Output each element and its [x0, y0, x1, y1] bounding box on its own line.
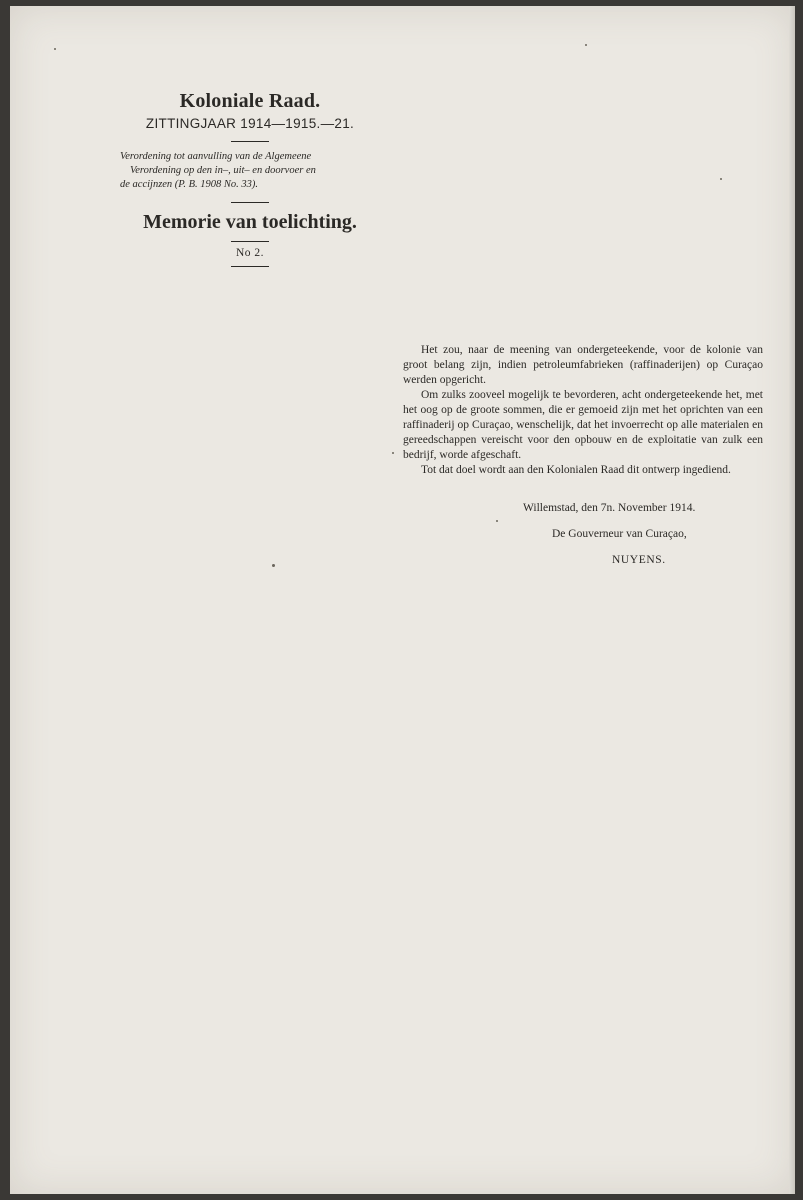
- subject-line: Verordening tot aanvulling van de Algemeene: [120, 151, 312, 162]
- subject-line: Verordening op den in–, uit– en doorvoer en: [130, 165, 316, 176]
- body-paragraph: Om zulks zooveel mogelijk te bevorderen, acht ondergeteekende het, met het oog op de groote sommen, die er gemoeid zijn met het oprichten van een raffinaderij op Curaçao, wenschelijk, dat het invoerrecht op alle materialen en gereedschappen vereischt voor den opbouw en de exploitatie van zulk een bedrijf, worde afgeschaft.: [403, 389, 763, 461]
- paper-speck: [392, 452, 394, 454]
- document-header: [100, 88, 400, 267]
- paper-speck: [54, 48, 56, 50]
- divider-rule: [231, 141, 269, 142]
- document-page: [10, 6, 795, 1194]
- paper-speck: [720, 178, 722, 180]
- body-paragraph: Het zou, naar de meening van ondergeteekende, voor de kolonie van groot belang zijn, indien petroleumfabrieken (raffinaderijen) op Curaçao werden opgericht.: [403, 344, 763, 386]
- body-paragraph: Tot dat doel wordt aan den Kolonialen Raad dit ontwerp ingediend.: [421, 464, 731, 476]
- signer-role: De Gouverneur van Curaçao,: [552, 528, 687, 540]
- document-number: No 2.: [235, 247, 265, 259]
- session-year: ZITTINGJAAR 1914—1915.—21.: [145, 116, 355, 131]
- memo-body: [403, 343, 763, 478]
- council-title: Koloniale Raad.: [179, 90, 321, 112]
- divider-rule: [231, 266, 269, 267]
- paper-speck: [585, 44, 587, 46]
- signer-name: NUYENS.: [612, 554, 666, 566]
- paper-speck: [496, 520, 498, 522]
- subject-line: de accijnzen (P. B. 1908 No. 33).: [120, 179, 259, 190]
- page-edge: [789, 6, 795, 1194]
- memo-title: Memorie van toelichting.: [143, 211, 357, 233]
- divider-rule: [231, 241, 269, 242]
- divider-rule: [231, 202, 269, 203]
- place-date: Willemstad, den 7n. November 1914.: [523, 502, 696, 514]
- ordinance-subject: [120, 150, 380, 192]
- paper-speck: [272, 564, 275, 567]
